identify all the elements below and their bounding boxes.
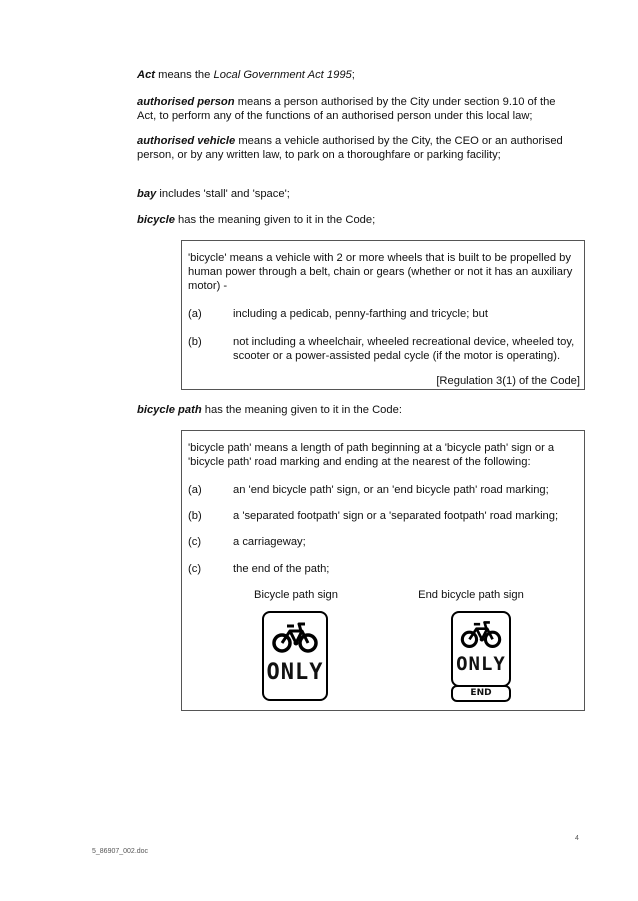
term-act: Act: [137, 69, 156, 81]
end-bicycle-path-sign-caption: End bicycle path sign: [418, 589, 524, 601]
definition-text: has the meaning given to it in the Code:: [201, 404, 402, 416]
definition-bicycle-path: [137, 403, 577, 417]
definition-bay: [137, 187, 577, 201]
file-reference: 5_86907_002.doc: [92, 848, 149, 855]
bicycle-intro: 'bicycle' means a vehicle with 2 or more wheels that is built to be propelled by human power through a belt, chain or gears (whether or not it has an auxiliary motor) -: [188, 252, 573, 292]
definition-text: means a person authorised by the City under section 9.10 of the Act, to perform any of the functions of an authorised person under this local law;: [137, 96, 556, 122]
term-authorised-person: authorised person: [137, 96, 235, 108]
bicycle-icon: [460, 618, 502, 650]
definition-act: Act means the Local Government Act 1995;: [137, 69, 355, 81]
end-plate: END: [451, 685, 511, 702]
bicycle-path-code-excerpt: 'bicycle path' means a length of path beginning at a 'bicycle path' sign or a 'bicycle path' road marking and ending at the nearest of the following: (a) an 'end bicycle path' sign, or an 'end bicycle path' road marking; (b) a 'separated footpath' sign or a 'separated footpath' road marking; (c) a carriageway; (c) the end of the path; Bicycle path sign ONLY End bicycle path sign ONLY END: [181, 430, 585, 711]
definition-text: includes 'stall' and 'space';: [156, 188, 290, 200]
citation: [Regulation 3(1) of the Code]: [436, 375, 580, 387]
act-title: Local Government Act 1995: [213, 69, 352, 81]
definition-bicycle: [137, 213, 577, 227]
definition-text: has the meaning given to it in the Code;: [174, 214, 376, 226]
only-plate-text: ONLY: [266, 660, 324, 685]
definition-authorised-person: [137, 95, 577, 123]
term-bicycle: bicycle: [137, 214, 175, 226]
term-bay: bay: [137, 188, 157, 200]
page-number: 4: [575, 835, 579, 842]
bicycle-code-excerpt: 'bicycle' means a vehicle with 2 or more wheels that is built to be propelled by human power through a belt, chain or gears (whether or not it has an auxiliary motor) - (a) including a pedicab, penny-farthing and tricycle; but (b) not including a wheelchair, wheeled recreational device, wheeled toy, scooter or a power-assisted pedal cycle (if the motor is operating). [Regulation 3(1) of the Code]: [181, 240, 585, 390]
definition-text: means a vehicle authorised by the City, the CEO or an authorised person, or by any written law, to park on a thoroughfare or parking facility;: [137, 135, 563, 161]
bicycle-path-intro: 'bicycle path' means a length of path beginning at a 'bicycle path' sign or a 'bicycle path' road marking and ending at the nearest of the following:: [188, 442, 555, 468]
end-bicycle-path-sign: [451, 611, 511, 687]
bicycle-icon: [272, 619, 318, 655]
definition-authorised-vehicle: [137, 134, 577, 162]
bicycle-path-sign-caption: Bicycle path sign: [254, 589, 338, 601]
only-plate-text: ONLY: [456, 653, 506, 675]
term-bicycle-path: bicycle path: [137, 404, 202, 416]
term-authorised-vehicle: authorised vehicle: [137, 135, 236, 147]
bicycle-path-sign: [262, 611, 328, 701]
